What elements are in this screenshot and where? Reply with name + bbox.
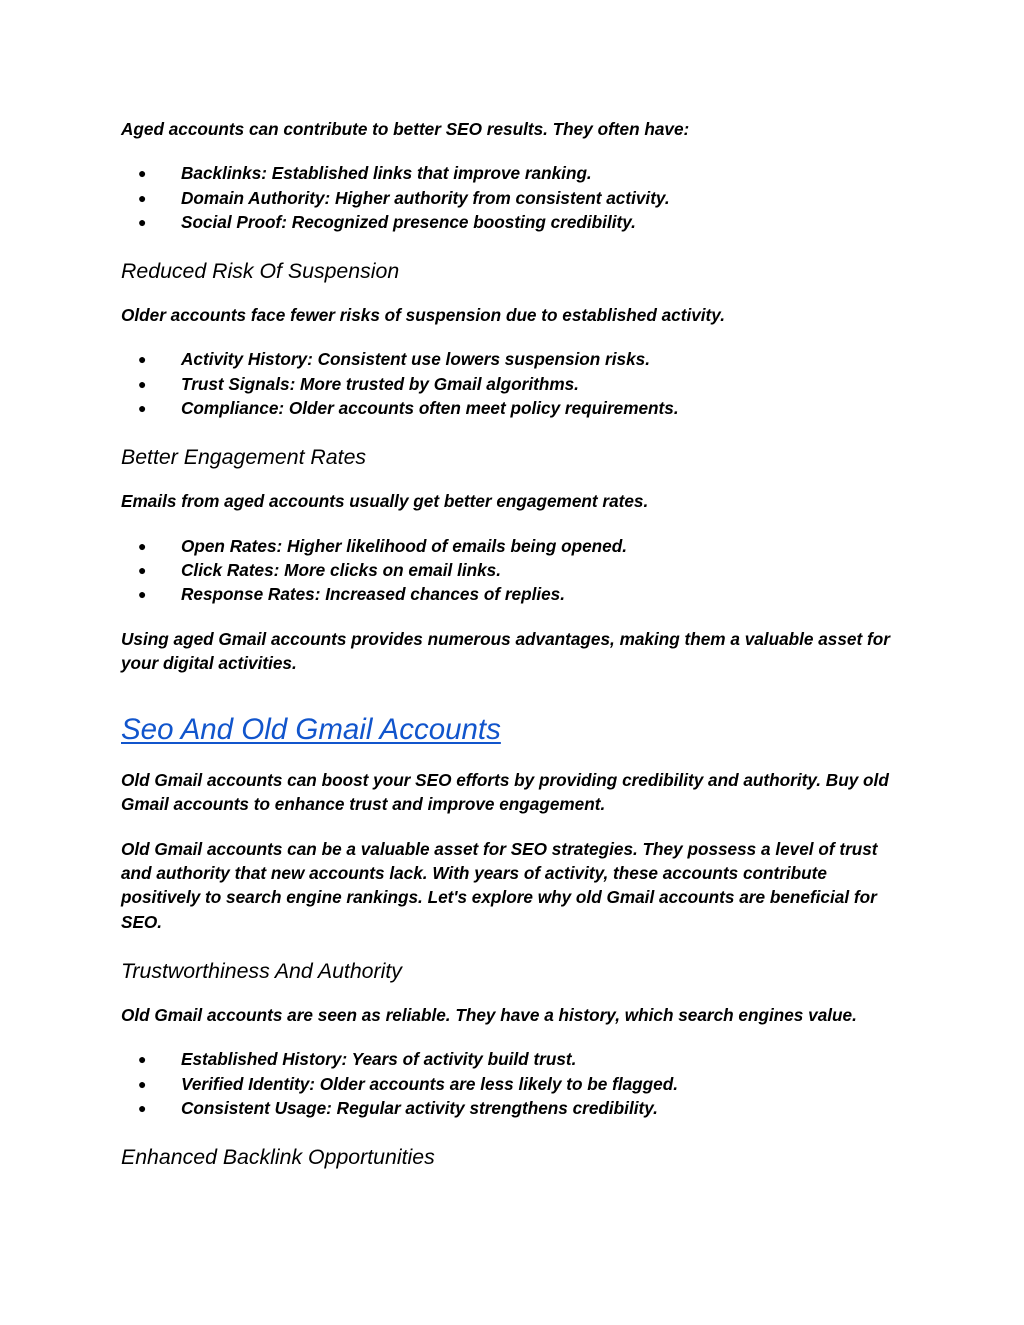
list-item: ● Consistent Usage: Regular activity strengthens credibility. [121, 1096, 896, 1120]
engagement-bullet-list [121, 534, 896, 607]
intro-paragraph: Aged accounts can contribute to better SEO results. They often have: [121, 119, 690, 139]
bullet-icon: ● [138, 189, 147, 206]
bullet-icon: ● [138, 561, 147, 578]
seo-paragraph-2: Old Gmail accounts can be a valuable asset for SEO strategies. They possess a level of trust and authority that new accounts lack. With years of activity, these accounts contribute positively to search engine rankings. Let's explore why old Gmail accounts are beneficial for SEO. [121, 838, 878, 932]
section-heading-engagement: Better Engagement Rates [121, 445, 367, 470]
intro-bullet-list [121, 161, 896, 234]
list-item: ● Response Rates: Increased chances of replies. [121, 582, 896, 606]
list-item: ● Compliance: Older accounts often meet policy requirements. [121, 396, 896, 420]
seo-paragraph-1: Old Gmail accounts can boost your SEO efforts by providing credibility and authority. Buy old Gmail accounts to enhance trust and improve engagement. [121, 770, 889, 815]
conclusion-paragraph: Using aged Gmail accounts provides numerous advantages, making them a valuable asset for your digital activities. [121, 628, 890, 673]
bullet-icon: ● [138, 351, 147, 368]
bullet-icon: ● [138, 537, 147, 554]
section-heading-trust: Trustworthiness And Authority [121, 958, 402, 983]
list-item: ● Trust Signals: More trusted by Gmail algorithms. [121, 372, 896, 396]
engagement-paragraph: Emails from aged accounts usually get better engagement rates. [121, 491, 649, 512]
suspension-bullet-list [121, 347, 896, 420]
list-item: ● Click Rates: More clicks on email links. [121, 558, 896, 582]
section-heading-backlinks: Enhanced Backlink Opportunities [121, 1145, 435, 1170]
section-heading-suspension: Reduced Risk Of Suspension [121, 259, 400, 284]
bullet-icon: ● [138, 1099, 147, 1116]
bullet-icon: ● [138, 586, 147, 603]
bullet-icon: ● [138, 213, 147, 230]
document-page [121, 117, 896, 1171]
section-heading-seo[interactable]: Seo And Old Gmail Accounts [121, 713, 501, 747]
list-item: ● Domain Authority: Higher authority from consistent activity. [121, 186, 896, 210]
bullet-icon: ● [138, 375, 147, 392]
list-item: ● Backlinks: Established links that improve ranking. [121, 161, 896, 185]
bullet-icon: ● [138, 1051, 147, 1068]
list-item: ● Social Proof: Recognized presence boosting credibility. [121, 210, 896, 234]
list-item: ● Activity History: Consistent use lowers suspension risks. [121, 347, 896, 371]
trust-bullet-list [121, 1047, 896, 1120]
bullet-icon: ● [138, 1075, 147, 1092]
list-item: ● Established History: Years of activity build trust. [121, 1047, 896, 1071]
bullet-icon: ● [138, 400, 147, 417]
bullet-icon: ● [138, 165, 147, 182]
list-item: ● Verified Identity: Older accounts are less likely to be flagged. [121, 1072, 896, 1096]
list-item: ● Open Rates: Higher likelihood of emails being opened. [121, 534, 896, 558]
trust-paragraph: Old Gmail accounts are seen as reliable. They have a history, which search engines value. [121, 1004, 857, 1025]
suspension-paragraph: Older accounts face fewer risks of suspension due to established activity. [121, 305, 725, 326]
